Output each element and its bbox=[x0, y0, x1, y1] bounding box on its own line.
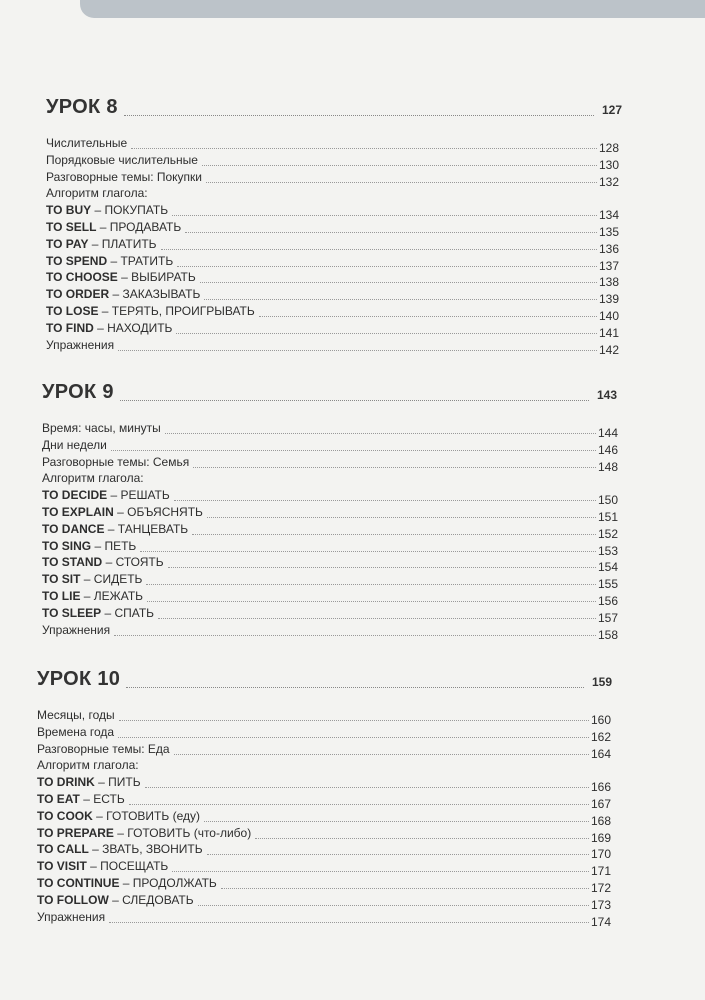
verb-english: TO SLEEP bbox=[42, 605, 102, 620]
entry-text bbox=[37, 842, 203, 856]
verb-translation: – ТЕРЯТЬ, ПРОИГРЫВАТЬ bbox=[98, 303, 255, 318]
verb-translation: – ПОКУПАТЬ bbox=[91, 203, 169, 218]
entry-text bbox=[46, 203, 168, 217]
toc-entry[interactable] bbox=[42, 421, 627, 438]
lesson-page-number: 159 bbox=[591, 675, 612, 689]
entry-page-number: 155 bbox=[597, 577, 618, 592]
entry-text bbox=[46, 270, 196, 284]
entry-page-number: 157 bbox=[597, 610, 618, 625]
entry-page-number: 151 bbox=[597, 509, 618, 524]
lesson-title: УРОК 9 bbox=[42, 381, 114, 403]
verb-english: TO DECIDE bbox=[42, 488, 108, 503]
entry-page-number: 139 bbox=[598, 292, 619, 307]
verb-english: TO COOK bbox=[37, 808, 93, 823]
entry-page-number: 144 bbox=[597, 426, 618, 440]
lesson-header[interactable] bbox=[42, 381, 627, 411]
dot-leader bbox=[168, 567, 596, 568]
entry-page-number: 148 bbox=[597, 459, 618, 474]
toc-entry[interactable] bbox=[42, 606, 627, 623]
verb-translation: – ЗВАТЬ, ЗВОНИТЬ bbox=[88, 842, 203, 857]
entry-text: Порядковые числительные bbox=[46, 152, 198, 167]
verb-translation: – ТАНЦЕВАТЬ bbox=[104, 521, 189, 536]
toc-entry[interactable] bbox=[46, 170, 632, 187]
verb-english: TO STAND bbox=[42, 555, 103, 570]
entry-text bbox=[37, 775, 141, 789]
dot-leader bbox=[118, 350, 597, 351]
entry-page-number: 168 bbox=[590, 813, 611, 828]
entry-text: Числительные bbox=[46, 136, 128, 150]
dot-leader bbox=[206, 182, 597, 183]
entry-text: Алгоритм глагола: bbox=[37, 758, 139, 773]
entry-text: Разговорные темы: Семья bbox=[42, 454, 190, 469]
verb-english: TO FIND bbox=[46, 320, 94, 335]
dot-leader bbox=[147, 601, 596, 602]
verb-english: TO CALL bbox=[37, 842, 89, 857]
entry-text: Дни недели bbox=[42, 437, 107, 452]
entry-page-number: 128 bbox=[598, 141, 619, 155]
dot-leader bbox=[200, 282, 597, 283]
verb-english: TO EXPLAIN bbox=[42, 504, 114, 519]
dot-leader bbox=[259, 316, 597, 317]
entry-page-number: 171 bbox=[590, 864, 611, 879]
toc-entry[interactable] bbox=[42, 539, 627, 556]
entry-page-number: 136 bbox=[598, 241, 619, 256]
entry-text bbox=[42, 572, 142, 586]
toc-entry[interactable] bbox=[46, 136, 632, 153]
entry-page-number: 166 bbox=[590, 780, 611, 795]
dot-leader bbox=[198, 905, 589, 906]
verb-translation: – ПЛАТИТЬ bbox=[88, 236, 157, 251]
dot-leader bbox=[131, 148, 597, 149]
entry-text bbox=[42, 555, 164, 569]
toc-entry[interactable] bbox=[46, 220, 632, 237]
verb-english: TO ORDER bbox=[46, 287, 110, 302]
verb-english: TO DRINK bbox=[37, 775, 95, 790]
entry-page-number: 162 bbox=[590, 729, 611, 744]
lesson-page-number: 143 bbox=[596, 388, 617, 402]
verb-translation: – ГОТОВИТЬ (что-либо) bbox=[113, 825, 252, 840]
dot-leader bbox=[221, 888, 589, 889]
entry-page-number: 170 bbox=[590, 847, 611, 862]
dot-leader bbox=[207, 854, 589, 855]
entry-text bbox=[46, 220, 181, 234]
entry-list bbox=[42, 421, 627, 642]
dot-leader bbox=[174, 754, 589, 755]
entry-page-number: 141 bbox=[598, 325, 619, 340]
entry-text bbox=[42, 505, 203, 519]
toc-entry[interactable] bbox=[37, 758, 622, 775]
lesson-section bbox=[42, 381, 627, 642]
toc-entry[interactable] bbox=[42, 555, 627, 575]
entry-page-number: 173 bbox=[590, 897, 611, 912]
toc-entry[interactable] bbox=[37, 826, 622, 843]
lesson-title: УРОК 10 bbox=[37, 668, 121, 690]
entry-text bbox=[37, 859, 168, 873]
toc-entry[interactable] bbox=[42, 623, 627, 640]
verb-english: TO SELL bbox=[46, 219, 97, 234]
verb-translation: – ПИТЬ bbox=[94, 775, 141, 790]
entry-page-number: 150 bbox=[597, 493, 618, 508]
dot-leader bbox=[172, 215, 597, 216]
verb-translation: – ТРАТИТЬ bbox=[107, 253, 174, 268]
entry-text: Месяцы, годы bbox=[37, 708, 115, 722]
dot-leader bbox=[114, 635, 596, 636]
dot-leader bbox=[192, 534, 596, 535]
toc-entry[interactable] bbox=[42, 488, 627, 508]
entry-page-number: 142 bbox=[598, 342, 619, 357]
toc-entry[interactable] bbox=[37, 910, 622, 927]
dot-leader bbox=[202, 165, 597, 166]
verb-english: TO SIT bbox=[42, 572, 81, 587]
entry-page-number: 153 bbox=[597, 543, 618, 558]
entry-page-number: 158 bbox=[597, 627, 618, 642]
entry-text bbox=[37, 826, 251, 840]
verb-english: TO DANCE bbox=[42, 521, 105, 536]
toc-entry[interactable] bbox=[46, 254, 632, 271]
entry-page-number: 130 bbox=[598, 157, 619, 172]
toc-entry[interactable] bbox=[37, 876, 622, 893]
dot-leader bbox=[193, 467, 596, 468]
lesson-header[interactable] bbox=[37, 668, 622, 698]
entry-page-number: 135 bbox=[598, 224, 619, 239]
entry-text bbox=[46, 237, 157, 251]
verb-translation: – СПАТЬ bbox=[101, 605, 155, 620]
entry-text: Времена года bbox=[37, 724, 115, 739]
toc-entry[interactable] bbox=[37, 809, 622, 826]
toc-entry[interactable] bbox=[42, 505, 627, 522]
verb-translation: – НАХОДИТЬ bbox=[93, 320, 173, 335]
dot-leader bbox=[126, 687, 584, 688]
toc-entry[interactable] bbox=[42, 589, 627, 606]
toc-entry[interactable] bbox=[46, 203, 632, 223]
verb-english: TO PREPARE bbox=[37, 825, 114, 840]
dot-leader bbox=[146, 584, 596, 585]
verb-english: TO PAY bbox=[46, 236, 89, 251]
lesson-title: УРОК 8 bbox=[46, 96, 118, 118]
entry-text bbox=[46, 254, 173, 268]
entry-text: Алгоритм глагола: bbox=[46, 186, 148, 201]
entry-text bbox=[42, 589, 143, 603]
entry-text bbox=[37, 876, 217, 890]
verb-translation: – ПРОДОЛЖАТЬ bbox=[119, 875, 217, 890]
entry-text: Упражнения bbox=[37, 909, 106, 924]
entry-page-number: 174 bbox=[590, 914, 611, 929]
lesson-section bbox=[37, 668, 622, 929]
dot-leader bbox=[207, 517, 596, 518]
entry-page-number: 134 bbox=[598, 208, 619, 223]
entry-text bbox=[42, 539, 136, 553]
entry-page-number: 154 bbox=[597, 560, 618, 575]
verb-translation: – ВЫБИРАТЬ bbox=[117, 270, 196, 285]
dot-leader bbox=[111, 450, 596, 451]
verb-translation: – ГОТОВИТЬ (еду) bbox=[92, 808, 200, 823]
toc-entry[interactable] bbox=[46, 153, 632, 170]
entry-text bbox=[42, 488, 170, 502]
dot-leader bbox=[204, 821, 589, 822]
toc-entry[interactable] bbox=[37, 775, 622, 795]
verb-english: TO SPEND bbox=[46, 253, 108, 268]
entry-text bbox=[46, 321, 172, 335]
verb-translation: – ПОСЕЩАТЬ bbox=[86, 859, 169, 874]
top-decorative-band bbox=[80, 0, 705, 18]
entry-page-number: 169 bbox=[590, 830, 611, 845]
dot-leader bbox=[255, 838, 589, 839]
toc-entry[interactable] bbox=[46, 321, 632, 338]
entry-page-number: 138 bbox=[598, 275, 619, 290]
verb-translation: – СИДЕТЬ bbox=[80, 572, 143, 587]
toc-entry[interactable] bbox=[37, 893, 622, 910]
dot-leader bbox=[204, 299, 597, 300]
toc-entry[interactable] bbox=[42, 572, 627, 592]
toc-entry[interactable] bbox=[46, 338, 632, 355]
entry-page-number: 137 bbox=[598, 258, 619, 273]
entry-text: Алгоритм глагола: bbox=[42, 471, 144, 486]
lesson-page-number: 127 bbox=[601, 103, 622, 117]
entry-text bbox=[46, 287, 200, 301]
entry-text bbox=[37, 893, 194, 907]
dot-leader bbox=[172, 871, 589, 872]
entry-page-number: 160 bbox=[590, 713, 611, 727]
dot-leader bbox=[129, 804, 589, 805]
entry-text bbox=[46, 304, 255, 318]
lesson-section bbox=[46, 96, 632, 357]
toc-entry[interactable] bbox=[42, 438, 627, 455]
verb-translation: – ОБЪЯСНЯТЬ bbox=[113, 504, 203, 519]
verb-translation: – ПЕТЬ bbox=[91, 538, 137, 553]
verb-english: TO BUY bbox=[46, 203, 92, 218]
toc-entry[interactable] bbox=[37, 725, 622, 742]
entry-page-number: 156 bbox=[597, 593, 618, 608]
verb-english: TO VISIT bbox=[37, 859, 87, 874]
toc-entry[interactable] bbox=[37, 742, 622, 759]
entry-list bbox=[37, 708, 622, 929]
toc-entry[interactable] bbox=[37, 792, 622, 809]
entry-page-number: 167 bbox=[590, 796, 611, 811]
dot-leader bbox=[158, 618, 596, 619]
dot-leader bbox=[145, 787, 589, 788]
entry-page-number: 146 bbox=[597, 442, 618, 457]
entry-text: Разговорные темы: Покупки bbox=[46, 169, 202, 184]
dot-leader bbox=[120, 400, 589, 401]
entry-page-number: 132 bbox=[598, 174, 619, 189]
toc-entry[interactable] bbox=[37, 842, 622, 862]
verb-english: TO LIE bbox=[42, 588, 81, 603]
dot-leader bbox=[119, 720, 589, 721]
entry-list bbox=[46, 136, 632, 357]
entry-page-number: 172 bbox=[590, 880, 611, 895]
verb-translation: – СТОЯТЬ bbox=[102, 555, 164, 570]
dot-leader bbox=[124, 115, 594, 116]
entry-text: Разговорные темы: Еда bbox=[37, 741, 170, 756]
dot-leader bbox=[174, 500, 596, 501]
verb-english: TO SING bbox=[42, 538, 92, 553]
verb-translation: – РЕШАТЬ bbox=[107, 488, 170, 503]
verb-english: TO LOSE bbox=[46, 303, 99, 318]
verb-translation: – ЗАКАЗЫВАТЬ bbox=[109, 287, 201, 302]
entry-page-number: 164 bbox=[590, 746, 611, 761]
toc-entry[interactable] bbox=[37, 859, 622, 879]
dot-leader bbox=[161, 249, 597, 250]
toc-entry[interactable] bbox=[46, 186, 632, 203]
toc-entry[interactable] bbox=[46, 287, 632, 307]
entry-text bbox=[37, 809, 200, 823]
verb-translation: – ПРОДАВАТЬ bbox=[96, 219, 182, 234]
dot-leader bbox=[177, 266, 597, 267]
entry-text: Время: часы, минуты bbox=[42, 421, 161, 435]
verb-english: TO CHOOSE bbox=[46, 270, 118, 285]
toc-entry[interactable] bbox=[37, 708, 622, 725]
toc-entry[interactable] bbox=[42, 471, 627, 488]
entry-text bbox=[42, 606, 154, 620]
verb-english: TO EAT bbox=[37, 791, 80, 806]
dot-leader bbox=[118, 737, 589, 738]
toc-entry[interactable] bbox=[46, 304, 632, 321]
lesson-header[interactable] bbox=[46, 96, 632, 126]
dot-leader bbox=[165, 433, 596, 434]
verb-english: TO CONTINUE bbox=[37, 875, 120, 890]
verb-translation: – ЕСТЬ bbox=[79, 791, 125, 806]
toc-entry[interactable] bbox=[46, 270, 632, 290]
dot-leader bbox=[109, 922, 589, 923]
verb-translation: – СЛЕДОВАТЬ bbox=[108, 892, 194, 907]
entry-text bbox=[37, 792, 125, 806]
entry-text: Упражнения bbox=[42, 622, 111, 637]
verb-translation: – ЛЕЖАТЬ bbox=[80, 588, 144, 603]
entry-page-number: 152 bbox=[597, 526, 618, 541]
dot-leader bbox=[185, 232, 597, 233]
entry-page-number: 140 bbox=[598, 308, 619, 323]
toc-entry[interactable] bbox=[42, 455, 627, 472]
entry-text: Упражнения bbox=[46, 337, 115, 352]
entry-text bbox=[42, 522, 188, 536]
toc-entry[interactable] bbox=[42, 522, 627, 539]
verb-english: TO FOLLOW bbox=[37, 892, 109, 907]
dot-leader bbox=[140, 551, 596, 552]
toc-entry[interactable] bbox=[46, 237, 632, 254]
dot-leader bbox=[176, 333, 597, 334]
